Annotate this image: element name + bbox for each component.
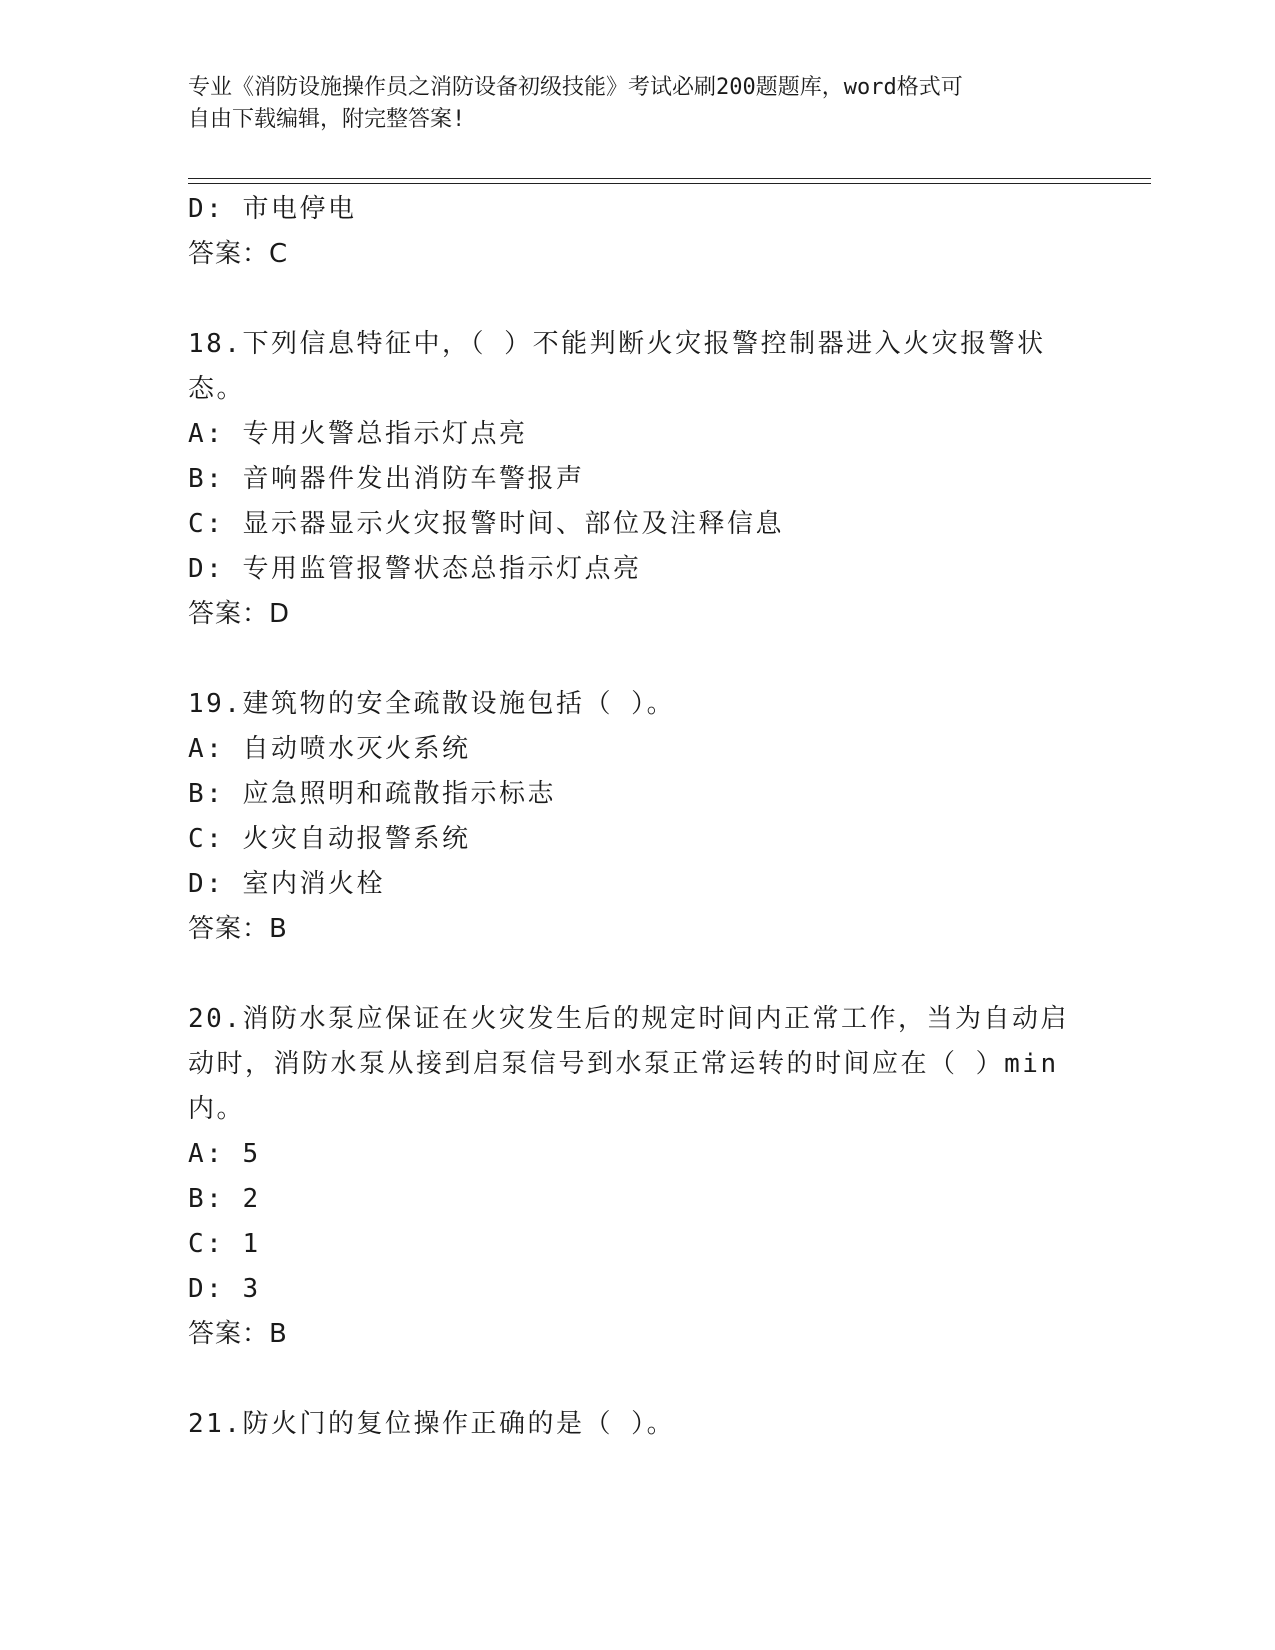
question-19: [188, 682, 1088, 952]
answer: 答案：C: [188, 239, 289, 269]
option-c: C: 显示器显示火灾报警时间、部位及注释信息: [188, 509, 784, 539]
option-d: D: 室内消火栓: [188, 869, 385, 899]
header-divider: [188, 178, 1151, 179]
option-a: A: 自动喷水灭火系统: [188, 734, 471, 764]
question-21: [188, 1402, 1088, 1447]
option-b: B: 应急照明和疏散指示标志: [188, 779, 556, 809]
option-c: C: 火灾自动报警系统: [188, 824, 471, 854]
answer: 答案：D: [188, 599, 291, 629]
option-a: A: 5: [188, 1139, 261, 1169]
answer: 答案：B: [188, 914, 288, 944]
question-text: 20.消防水泵应保证在火灾发生后的规定时间内正常工作，当为自动启: [188, 1004, 1069, 1034]
document-header: [188, 72, 1088, 136]
question-20: [188, 997, 1088, 1357]
question-text: 内。: [188, 1094, 246, 1124]
document-body: [188, 187, 1088, 1447]
header-line-2: 自由下载编辑，附完整答案!: [188, 107, 466, 132]
option-b: B: 音响器件发出消防车警报声: [188, 464, 585, 494]
option-c: C: 1: [188, 1229, 261, 1259]
option-d: D: 专用监管报警状态总指示灯点亮: [188, 554, 642, 584]
question-text: 21.防火门的复位操作正确的是（ ）。: [188, 1409, 676, 1439]
answer: 答案：B: [188, 1319, 288, 1349]
question-text: 18.下列信息特征中，（ ）不能判断火灾报警控制器进入火灾报警状: [188, 329, 1046, 359]
header-line-1: 专业《消防设施操作员之消防设备初级技能》考试必刷200题题库，word格式可: [188, 75, 963, 100]
question-text: 态。: [188, 374, 246, 404]
question-text: 动时，消防水泵从接到启泵信号到水泵正常运转的时间应在（ ）min: [188, 1049, 1059, 1079]
question-text: 19.建筑物的安全疏散设施包括（ ）。: [188, 689, 676, 719]
option-d: D: 市电停电: [188, 194, 357, 224]
option-d: D: 3: [188, 1274, 261, 1304]
question-18: [188, 322, 1088, 637]
header-divider-second: [188, 183, 1151, 184]
option-a: A: 专用火警总指示灯点亮: [188, 419, 528, 449]
option-b: B: 2: [188, 1184, 261, 1214]
